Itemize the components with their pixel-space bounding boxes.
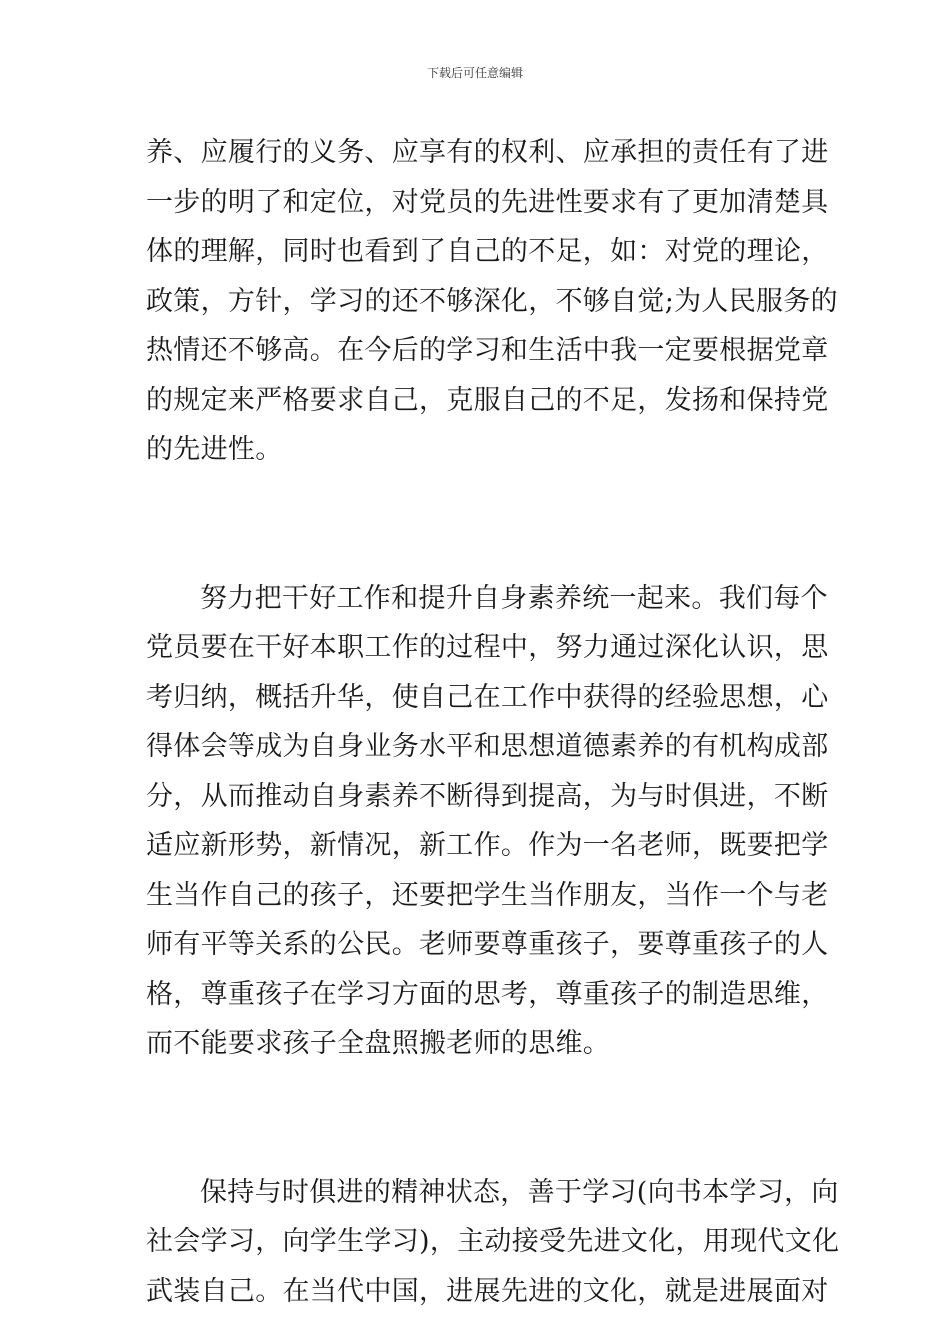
text-line: 热情还不够高。在今后的学习和生活中我一定要根据党章 — [146, 335, 829, 366]
text-line: 适应新形势，新情况，新工作。作为一名老师，既要把学 — [146, 830, 829, 861]
text-line: 党员要在干好本职工作的过程中，努力通过深化认识，思 — [146, 632, 829, 663]
paragraph-gap — [146, 475, 810, 525]
text-line: 分，从而推动自身素养不断得到提高，为与时俱进，不断 — [146, 780, 829, 812]
text-line: 政策，方针，学习的还不够深化，不够自觉;为人民服务的 — [146, 285, 838, 317]
paragraph — [146, 574, 829, 1069]
paragraph — [146, 128, 838, 475]
text-line: 社会学习，向学生学习)，主动接受先进文化，用现代文化 — [146, 1226, 840, 1257]
text-line: 武装自己。在当代中国，进展先进的文化，就是进展面对 — [146, 1275, 829, 1307]
paragraph-gap — [146, 1069, 810, 1119]
text-line: 考归纳，概括升华，使自己在工作中获得的经验思想，心 — [146, 681, 829, 713]
text-line: 格，尊重孩子在学习方面的思考，尊重孩子的制造思维， — [146, 978, 829, 1010]
text-line: 养、应履行的义务、应享有的权利、应承担的责任有了进 — [146, 137, 829, 168]
text-line: 而不能要求孩子全盘照搬老师的思维。 — [146, 1028, 611, 1059]
text-line: 的规定来严格要求自己，克服自己的不足，发扬和保持党 — [146, 384, 829, 416]
text-line: 生当作自己的孩子，还要把学生当作朋友，当作一个与老 — [146, 879, 829, 911]
text-line: 努力把干好工作和提升自身素养统一起来。我们每个 — [200, 582, 828, 614]
text-line: 的先进性。 — [146, 434, 283, 465]
text-line: 体的理解，同时也看到了自己的不足，如：对党的理论， — [146, 236, 829, 267]
document-body — [146, 128, 840, 1316]
text-line: 师有平等关系的公民。老师要尊重孩子，要尊重孩子的人 — [146, 929, 829, 960]
paragraph — [146, 1168, 840, 1317]
text-line: 一步的明了和定位，对党员的先进性要求有了更加清楚具 — [146, 186, 829, 218]
text-line: 得体会等成为自身业务水平和思想道德素养的有机构成部 — [146, 731, 829, 762]
paragraph-gap — [146, 1118, 810, 1168]
text-line: 保持与时俱进的精神状态，善于学习(向书本学习，向 — [200, 1176, 839, 1208]
paragraph-gap — [146, 524, 810, 574]
page-header: 下载后可任意编辑 — [426, 66, 523, 80]
